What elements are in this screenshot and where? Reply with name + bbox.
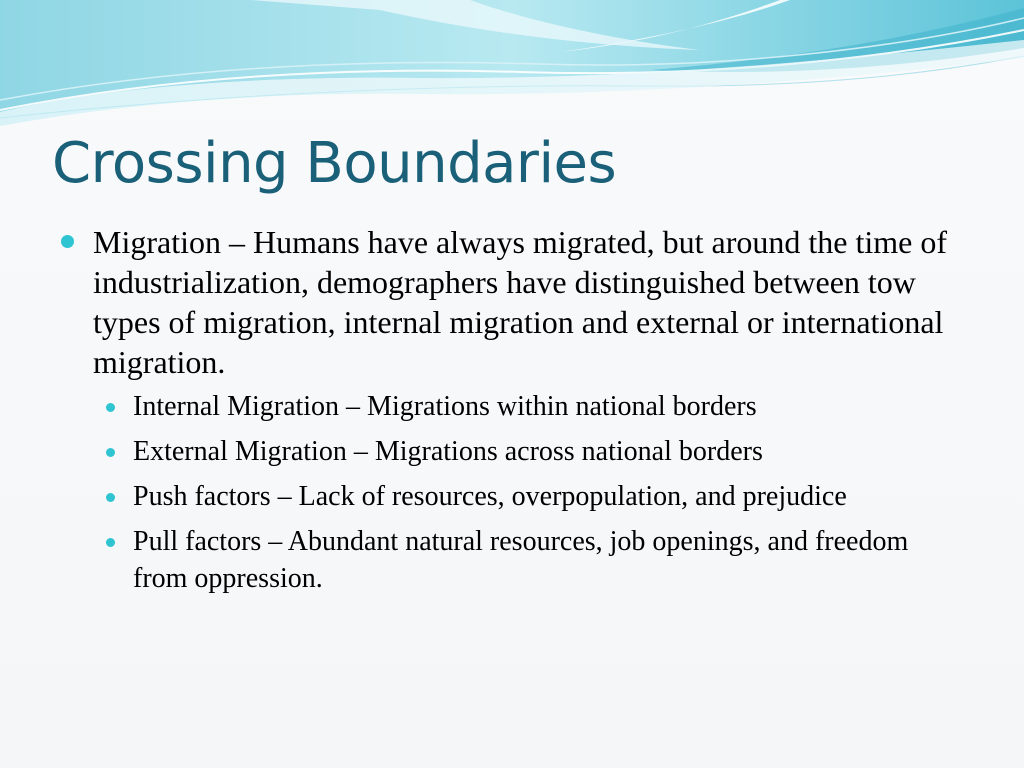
bullet-dot-icon: [61, 235, 74, 248]
bullet-dot-icon: [106, 493, 115, 502]
bullet-item-migration: [58, 222, 968, 382]
sub-bullet-external-migration: [98, 433, 968, 470]
slide-title: Crossing Boundaries: [52, 131, 617, 196]
sub-bullet-list: [58, 388, 968, 597]
bullet-list: [58, 222, 968, 605]
sub-bullet-text: External Migration – Migrations across national borders: [133, 436, 763, 467]
sub-bullet-text: Internal Migration – Migrations within national borders: [133, 391, 757, 422]
sub-bullet-text: Pull factors – Abundant natural resources, job openings, and freedom from oppression.: [133, 526, 909, 594]
sub-bullet-push-factors: [98, 478, 968, 515]
sub-bullet-pull-factors: [98, 523, 968, 597]
bullet-text: Migration – Humans have always migrated, but around the time of industrialization, demographers have distinguished between tow types of migration, internal migration and external or international migration.: [93, 224, 948, 380]
bullet-dot-icon: [106, 403, 115, 412]
sub-bullet-internal-migration: [98, 388, 968, 425]
bullet-dot-icon: [106, 538, 115, 547]
bullet-dot-icon: [106, 448, 115, 457]
wave-header-decoration: [0, 0, 1024, 130]
sub-bullet-text: Push factors – Lack of resources, overpopulation, and prejudice: [133, 481, 847, 512]
